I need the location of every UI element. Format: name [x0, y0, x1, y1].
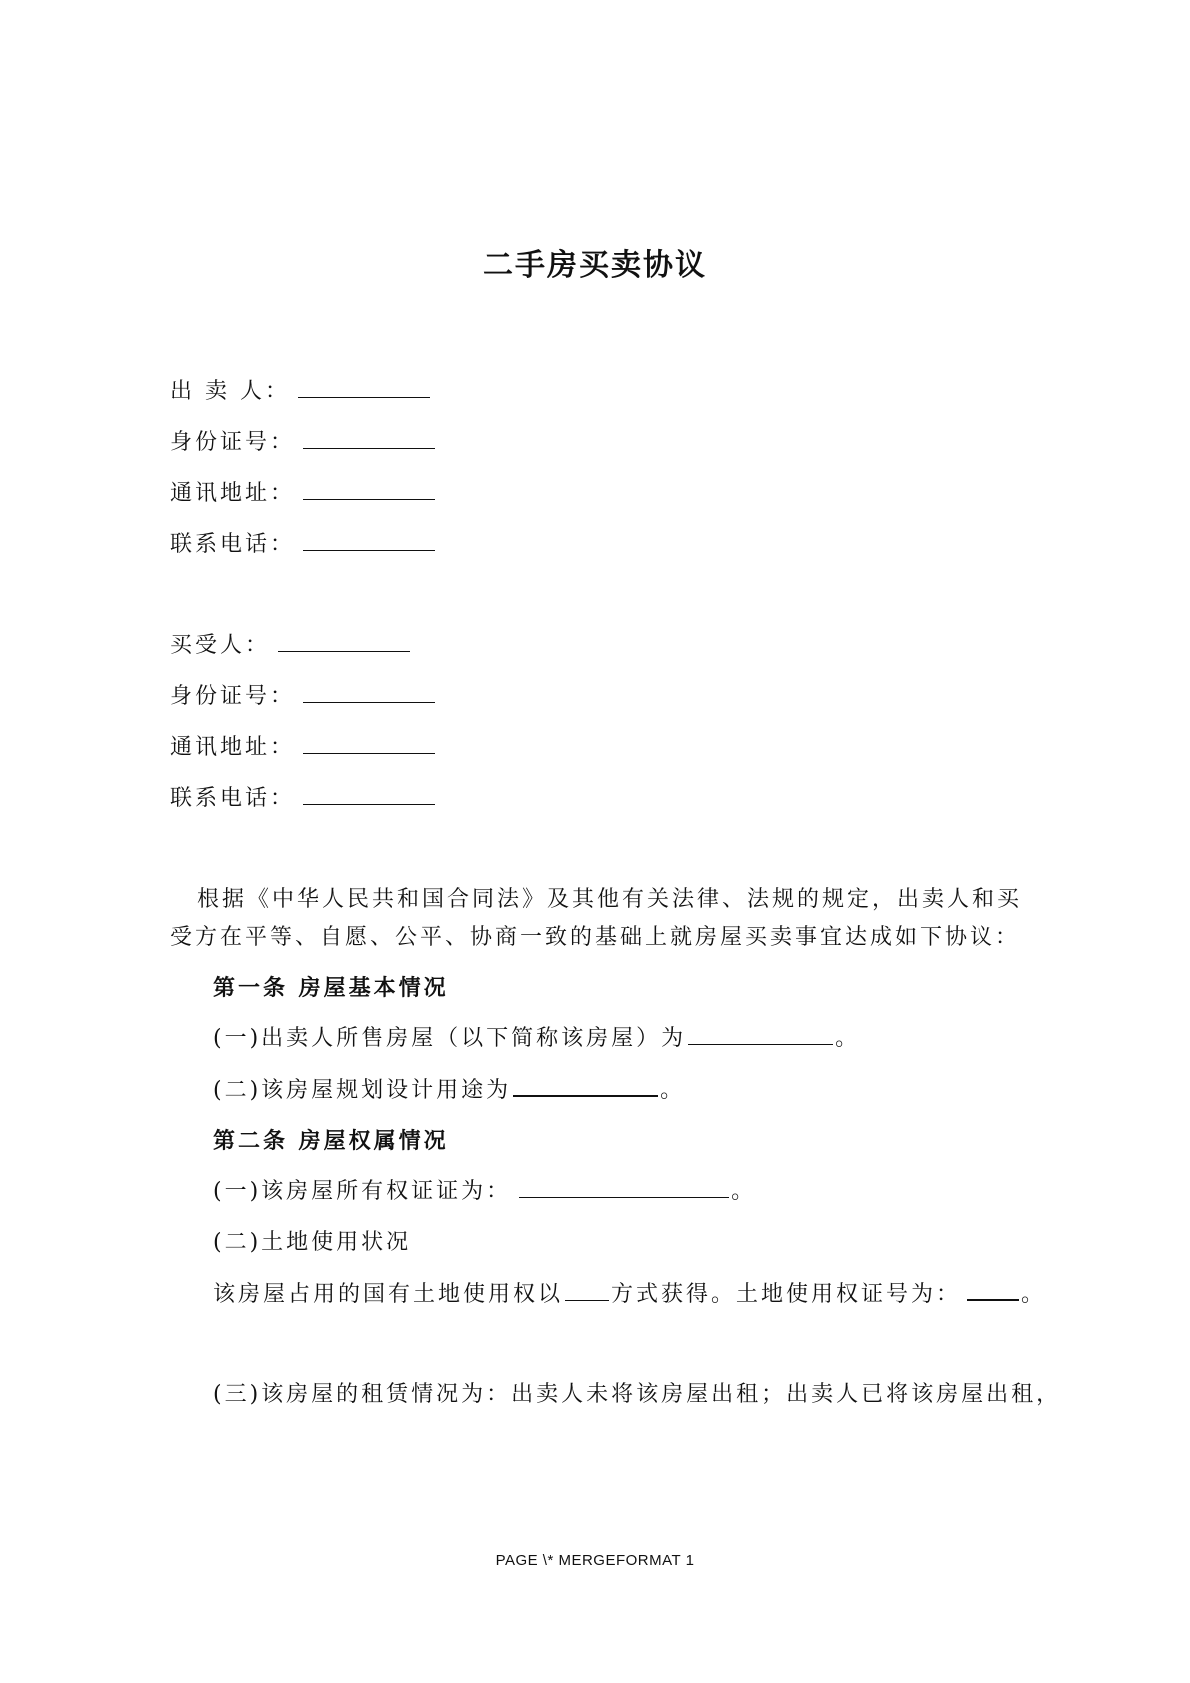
property-description-blank[interactable]: [688, 1024, 833, 1045]
seller-id-label: 身份证号：: [170, 430, 296, 455]
land-acquisition-method-blank[interactable]: [565, 1280, 609, 1301]
seller-phone-label: 联系电话：: [170, 532, 296, 557]
planned-use-blank[interactable]: [513, 1075, 658, 1097]
buyer-address-label: 通讯地址：: [170, 735, 296, 760]
seller-id-line: [170, 428, 435, 458]
land-certificate-blank[interactable]: [967, 1279, 1019, 1301]
land-use-end: 。: [1021, 1282, 1047, 1307]
page-footer-field: PAGE \* MERGEFORMAT 1: [495, 1552, 695, 1569]
article2-heading: 第二条 房屋权属情况: [213, 1128, 449, 1154]
buyer-phone-line: [170, 784, 435, 814]
seller-name-blank[interactable]: [298, 377, 430, 398]
land-use-line: [213, 1279, 1046, 1310]
land-use-text-2: 方式获得。土地使用权证号为：: [611, 1282, 962, 1307]
seller-id-blank[interactable]: [303, 428, 435, 449]
article1-item2: [213, 1075, 685, 1106]
seller-address-label: 通讯地址：: [170, 481, 296, 506]
buyer-name-line: [170, 631, 410, 661]
seller-name-line: [170, 377, 430, 407]
buyer-phone-blank[interactable]: [303, 784, 435, 805]
seller-phone-line: [170, 530, 435, 560]
document-title: 二手房买卖协议: [483, 248, 707, 283]
article2-item1-text: (一)该房屋所有权证证为：: [213, 1179, 512, 1204]
article2-item1: [213, 1177, 756, 1207]
article1-item1: [213, 1024, 860, 1054]
seller-address-line: [170, 479, 435, 509]
buyer-name-blank[interactable]: [278, 631, 410, 652]
preamble-line-1: 根据《中华人民共和国合同法》及其他有关法律、法规的规定，出卖人和买: [197, 887, 1023, 912]
article1-item2-end: 。: [660, 1078, 686, 1103]
article1-item1-text: (一)出卖人所售房屋（以下简称该房屋）为: [213, 1026, 687, 1051]
buyer-id-line: [170, 682, 435, 712]
ownership-certificate-blank[interactable]: [519, 1177, 729, 1198]
article2-item3: (三)该房屋的租赁情况为：出卖人未将该房屋出租；出卖人已将该房屋出租，: [213, 1382, 1062, 1407]
seller-name-label: 出 卖 人：: [170, 379, 290, 404]
buyer-id-label: 身份证号：: [170, 684, 296, 709]
article1-item1-end: 。: [835, 1026, 861, 1051]
article2-item2: (二)土地使用状况: [213, 1230, 412, 1255]
buyer-address-blank[interactable]: [303, 733, 435, 754]
preamble-line-2: 受方在平等、自愿、公平、协商一致的基础上就房屋买卖事宜达成如下协议：: [170, 925, 1021, 950]
article1-item2-text: (二)该房屋规划设计用途为: [213, 1078, 512, 1103]
seller-phone-blank[interactable]: [303, 530, 435, 551]
buyer-address-line: [170, 733, 435, 763]
buyer-id-blank[interactable]: [303, 682, 435, 703]
seller-address-blank[interactable]: [303, 479, 435, 500]
land-use-text-1: 该房屋占用的国有土地使用权以: [213, 1282, 564, 1307]
buyer-phone-label: 联系电话：: [170, 786, 296, 811]
article1-heading: 第一条 房屋基本情况: [213, 975, 449, 1001]
article2-item1-end: 。: [731, 1179, 757, 1204]
buyer-name-label: 买受人：: [170, 633, 271, 658]
